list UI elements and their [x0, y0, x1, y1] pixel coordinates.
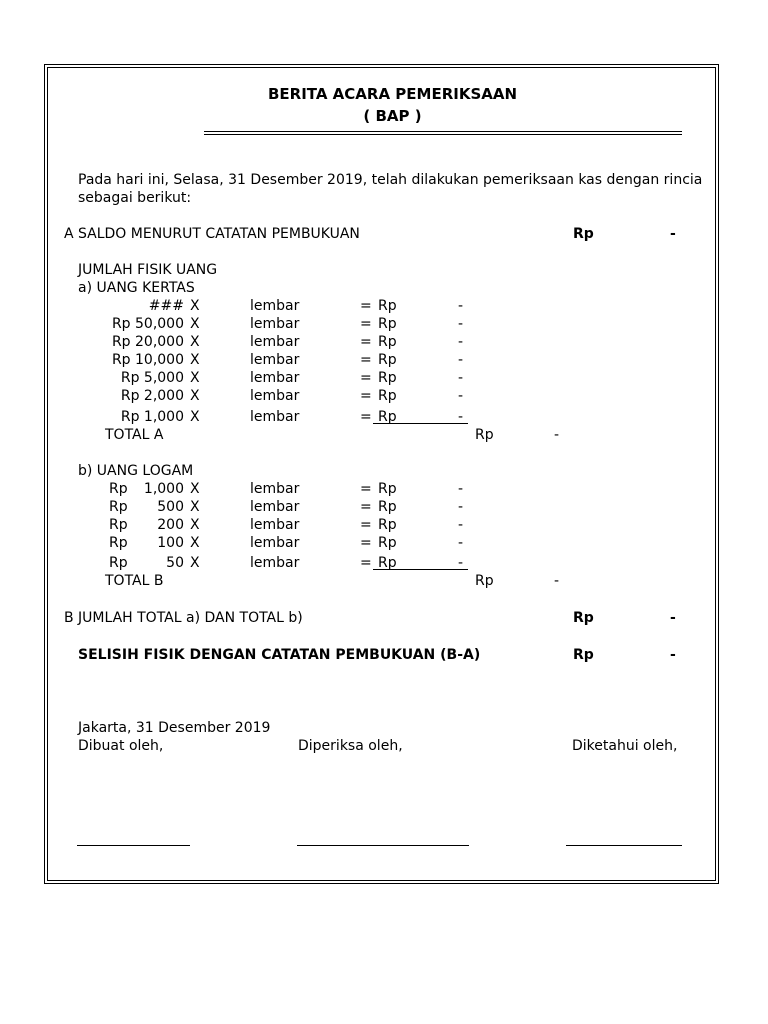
equals-sign: =: [360, 298, 372, 314]
unit-lembar: lembar: [250, 316, 300, 332]
row-rp: Rp: [378, 535, 397, 551]
signature-line-checked: [297, 845, 469, 846]
uang-logam-heading: b) UANG LOGAM: [78, 463, 194, 479]
denomination-label: Rp 50,000: [111, 316, 184, 332]
unit-lembar: lembar: [250, 370, 300, 386]
multiply-sign: X: [190, 499, 200, 515]
total-a-rp: Rp: [475, 427, 494, 443]
row-value: -: [458, 555, 464, 571]
multiply-sign: X: [190, 535, 200, 551]
equals-sign: =: [360, 517, 372, 533]
row-value: -: [458, 370, 464, 386]
subtotal-underline-b: [373, 569, 468, 570]
denomination-amount: 200: [157, 517, 184, 533]
document-title: BERITA ACARA PEMERIKSAAN: [267, 85, 518, 103]
denomination-label: Rp 10,000: [111, 352, 184, 368]
selisih-value: -: [670, 647, 676, 663]
row-value: -: [458, 517, 464, 533]
denomination-rp: Rp: [109, 499, 128, 515]
signer-prepared-by: Dibuat oleh,: [78, 738, 164, 754]
denomination-label: ###: [148, 298, 184, 314]
row-value: -: [458, 334, 464, 350]
unit-lembar: lembar: [250, 481, 300, 497]
denomination-amount: 100: [157, 535, 184, 551]
denomination-rp: Rp: [109, 535, 128, 551]
row-rp: Rp: [378, 517, 397, 533]
title-underline-2: [204, 134, 682, 135]
row-value: -: [458, 316, 464, 332]
equals-sign: =: [360, 535, 372, 551]
row-value: -: [458, 499, 464, 515]
row-rp: Rp: [378, 334, 397, 350]
row-rp: Rp: [378, 499, 397, 515]
unit-lembar: lembar: [250, 555, 300, 571]
denomination-label: Rp 20,000: [111, 334, 184, 350]
equals-sign: =: [360, 409, 372, 425]
selisih-label: SELISIH FISIK DENGAN CATATAN PEMBUKUAN (B-A): [78, 647, 481, 663]
multiply-sign: X: [190, 555, 200, 571]
selisih-rp: Rp: [573, 647, 594, 663]
unit-lembar: lembar: [250, 334, 300, 350]
unit-lembar: lembar: [250, 499, 300, 515]
multiply-sign: X: [190, 481, 200, 497]
section-b-letter: B: [64, 610, 74, 626]
multiply-sign: X: [190, 370, 200, 386]
equals-sign: =: [360, 388, 372, 404]
section-a-letter: A: [64, 226, 74, 242]
row-value: -: [458, 388, 464, 404]
section-a-value: -: [670, 226, 676, 242]
total-a-label: TOTAL A: [105, 427, 164, 443]
equals-sign: =: [360, 334, 372, 350]
denomination-amount: 1,000: [143, 481, 184, 497]
row-value: -: [458, 535, 464, 551]
total-a-value: -: [554, 427, 560, 443]
denomination-rp: Rp: [109, 517, 128, 533]
multiply-sign: X: [190, 298, 200, 314]
row-value: -: [458, 298, 464, 314]
section-b-label: JUMLAH TOTAL a) DAN TOTAL b): [78, 610, 303, 626]
unit-lembar: lembar: [250, 388, 300, 404]
unit-lembar: lembar: [250, 352, 300, 368]
row-value: -: [458, 409, 464, 425]
row-rp: Rp: [378, 409, 397, 425]
document-subtitle: ( BAP ): [363, 107, 422, 125]
section-b-rp: Rp: [573, 610, 594, 626]
fisik-heading: JUMLAH FISIK UANG: [78, 262, 218, 278]
denomination-amount: 500: [157, 499, 184, 515]
equals-sign: =: [360, 370, 372, 386]
signature-line-prepared: [77, 845, 190, 846]
equals-sign: =: [360, 316, 372, 332]
multiply-sign: X: [190, 409, 200, 425]
total-b-value: -: [554, 573, 560, 589]
title-underline-1: [204, 131, 682, 132]
intro-text-line-1: Pada hari ini, Selasa, 31 Desember 2019, telah dilakukan pemeriksaan kas dengan rincia: [78, 172, 703, 188]
equals-sign: =: [360, 352, 372, 368]
multiply-sign: X: [190, 517, 200, 533]
multiply-sign: X: [190, 352, 200, 368]
unit-lembar: lembar: [250, 517, 300, 533]
equals-sign: =: [360, 499, 372, 515]
multiply-sign: X: [190, 388, 200, 404]
row-rp: Rp: [378, 298, 397, 314]
unit-lembar: lembar: [250, 535, 300, 551]
signer-acknowledged-by: Diketahui oleh,: [572, 738, 678, 754]
intro-text-line-2: sebagai berikut:: [78, 190, 192, 206]
row-rp: Rp: [378, 555, 397, 571]
equals-sign: =: [360, 555, 372, 571]
row-value: -: [458, 481, 464, 497]
unit-lembar: lembar: [250, 298, 300, 314]
multiply-sign: X: [190, 316, 200, 332]
equals-sign: =: [360, 481, 372, 497]
row-rp: Rp: [378, 370, 397, 386]
denomination-label: Rp 1,000: [120, 409, 184, 425]
section-b-value: -: [670, 610, 676, 626]
unit-lembar: lembar: [250, 409, 300, 425]
row-value: -: [458, 352, 464, 368]
section-a-label: SALDO MENURUT CATATAN PEMBUKUAN: [78, 226, 360, 242]
signature-line-acknowledged: [566, 845, 682, 846]
row-rp: Rp: [378, 316, 397, 332]
multiply-sign: X: [190, 334, 200, 350]
row-rp: Rp: [378, 481, 397, 497]
row-rp: Rp: [378, 388, 397, 404]
denomination-rp: Rp: [109, 555, 128, 571]
denomination-amount: 50: [166, 555, 184, 571]
total-b-label: TOTAL B: [105, 573, 164, 589]
denomination-rp: Rp: [109, 481, 128, 497]
total-b-rp: Rp: [475, 573, 494, 589]
uang-kertas-heading: a) UANG KERTAS: [78, 280, 195, 296]
denomination-label: Rp 5,000: [120, 370, 184, 386]
section-a-rp: Rp: [573, 226, 594, 242]
row-rp: Rp: [378, 352, 397, 368]
subtotal-underline-a: [373, 423, 468, 424]
place-date: Jakarta, 31 Desember 2019: [78, 720, 271, 736]
denomination-label: Rp 2,000: [120, 388, 184, 404]
signer-checked-by: Diperiksa oleh,: [298, 738, 403, 754]
